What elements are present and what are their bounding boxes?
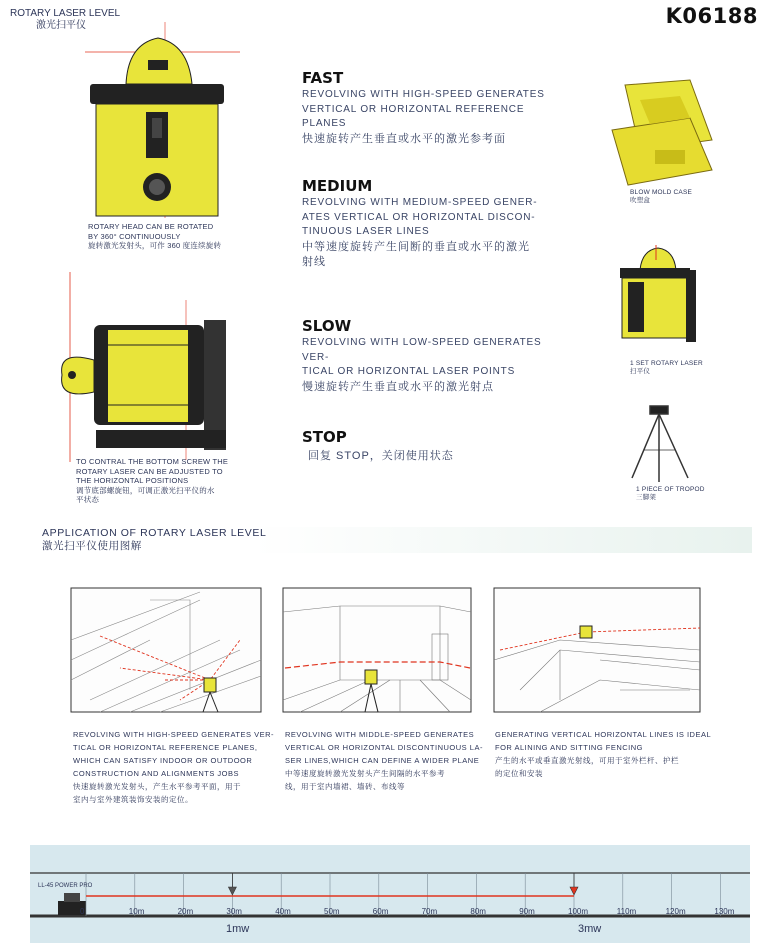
- tick-label: 80m: [470, 907, 486, 916]
- application-caption-1: REVOLVING WITH HIGH-SPEED GENERATES VER- TICAL OR HORIZONTAL REFERENCE PLANES, WHICH CAN SATISFY INDOOR OR OUTDOOR CONSTRUCTION AND ALIGNMENTS JOBS 快速旋转激光发射头，产生水平参考平面，用于 室内与室外建筑装饰安装的定位。: [73, 730, 274, 804]
- tick-label: 60m: [372, 907, 389, 916]
- mode-stop: STOP 回复 STOP，关闭使用状态: [302, 428, 454, 462]
- mode-slow: SLOW REVOLVING WITH LOW-SPEED GENERATES VER- TICAL OR HORIZONTAL LASER POINTS 慢速旋转产生垂直或水平的激光射点: [302, 317, 542, 393]
- mode-medium: MEDIUM REVOLVING WITH MEDIUM-SPEED GENER- ATES VERTICAL OR HORIZONTAL DISCON- TINUOUS LASER LINES 中等速度旋转产生间断的垂直或水平的激光 射线: [302, 177, 538, 268]
- power-label-1mw: 1mw: [226, 923, 250, 935]
- model-code: K06188: [665, 4, 758, 28]
- range-marker: [570, 887, 578, 895]
- tick-label: 100m: [568, 907, 589, 916]
- range-chart: [30, 845, 750, 943]
- application-title: APPLICATION OF ROTARY LASER LEVEL 激光扫平仪使用图解: [42, 527, 267, 552]
- rotary-head-caption: ROTARY HEAD CAN BE ROTATED BY 360° CONTINUOUSLY 旋转激光发射头，可作 360 度连续旋转: [88, 222, 222, 250]
- tick-label: 90m: [519, 907, 535, 916]
- application-caption-3: GENERATING VERTICAL HORIZONTAL LINES IS IDEAL FOR ALINING AND SITTING FENCING 产生的水平或垂直激光射线，可用于室外栏杆、护栏 的定位和安装: [495, 730, 712, 778]
- tick-label: 110m: [616, 907, 637, 916]
- power-label-3mw: 3mw: [578, 923, 602, 935]
- tick-label: 130m: [714, 907, 735, 916]
- application-panel-2: [283, 588, 471, 712]
- application-caption-2: REVOLVING WITH MIDDLE-SPEED GENERATES VERTICAL OR HORIZONTAL DISCONTINUOUS LA- SER LINES,WHICH CAN DEFINE A WIDER PLANE 中等速度旋转激光发射头产生间隔的水平参考 线，用于室内墙裙、墙砖、布线等: [285, 730, 483, 791]
- tick-label: 10m: [128, 907, 145, 916]
- device-label: LL-45 POWER PRO: [38, 883, 93, 889]
- mode-fast: FAST REVOLVING WITH HIGH-SPEED GENERATES VERTICAL OR HORIZONTAL REFERENCE PLANES 快速旋转产生垂直或水平的激光参考面: [302, 69, 545, 145]
- application-panel-1: [71, 588, 261, 712]
- title-en: ROTARY LASER LEVEL: [10, 8, 121, 19]
- case-caption: BLOW MOLD CASE 吹塑盒: [630, 189, 693, 204]
- tick-label: 120m: [665, 907, 686, 916]
- tick-label: 40m: [275, 907, 291, 916]
- tick-label: 50m: [324, 907, 340, 916]
- application-panel-3: [494, 588, 700, 712]
- tick-label: 0: [80, 907, 85, 916]
- title-cn: 激光扫平仪: [36, 20, 86, 31]
- bottom-screw-caption: TO CONTRAL THE BOTTOM SCREW THE ROTARY LASER CAN BE ADJUSTED TO THE HORIZONTAL POSITIONS 调节底部螺旋钮，可调正激光扫平仪的水 平状态: [76, 457, 229, 504]
- range-chart-svg: [30, 845, 750, 943]
- tripod-caption: 1 PIECE OF TROPOD 三脚架: [636, 486, 705, 501]
- tick-label: 30m: [226, 907, 242, 916]
- tick-label: 70m: [421, 907, 438, 916]
- laser-set-caption: 1 SET ROTARY LASER 扫平仪: [630, 360, 703, 375]
- range-marker: [228, 887, 236, 895]
- tick-label: 20m: [177, 907, 194, 916]
